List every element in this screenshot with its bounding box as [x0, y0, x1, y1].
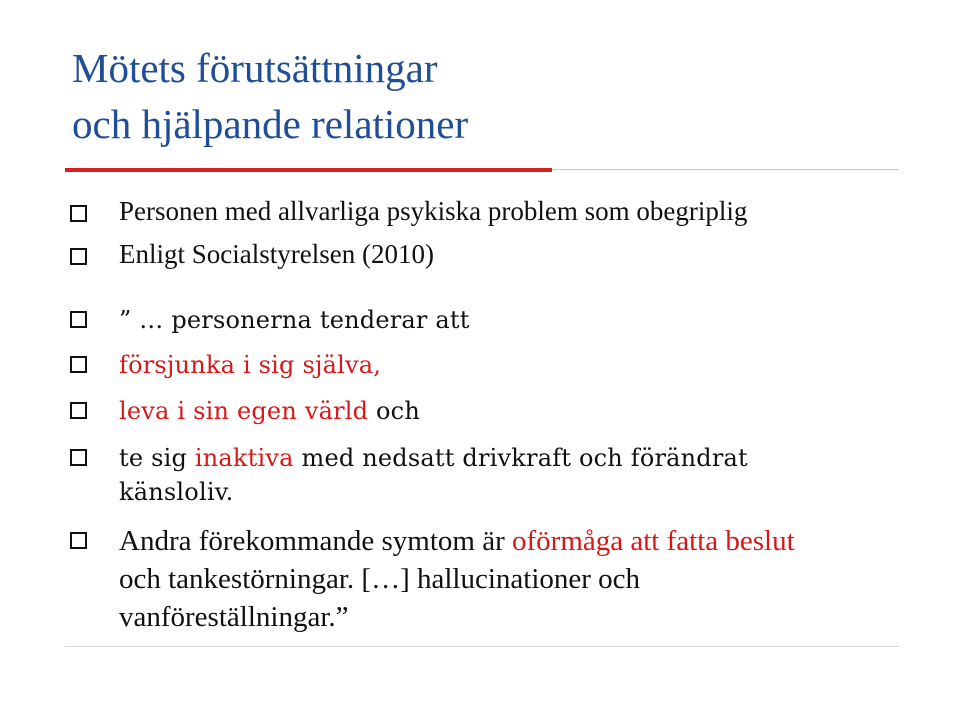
bullet-segment: ” … personerna tenderar att: [119, 306, 470, 334]
bullet-segment: med nedsatt drivkraft och förändrat: [293, 444, 748, 472]
page-title: [72, 40, 932, 152]
bullet-segment: te sig: [119, 444, 195, 472]
bullet-text: [119, 394, 420, 428]
title-line-2: och hjälpande relationer: [72, 101, 469, 147]
bullet-text: [119, 441, 748, 509]
square-outline-icon: [70, 402, 87, 419]
bullet-line: [119, 522, 795, 560]
title-line-1: Mötets förutsättningar: [72, 45, 438, 91]
bullet-segment-highlight: försjunka i sig själva,: [119, 351, 382, 379]
bullet-text: [119, 239, 434, 269]
bullet-line: [119, 441, 748, 475]
bullet-segment-highlight: inaktiva: [194, 444, 294, 472]
square-outline-icon: [70, 449, 87, 466]
footer-divider-rule: [65, 646, 899, 647]
bullet-segment: Enligt Socialstyrelsen (2010): [119, 239, 434, 269]
bullet-segment: Andra förekommande symtom är: [119, 525, 513, 557]
square-outline-icon: [70, 532, 87, 549]
bullet-text: [119, 348, 381, 382]
title-accent-rule: [65, 168, 552, 172]
bullet-text: [119, 522, 795, 636]
bullet-text: [119, 196, 747, 226]
bullet-text: [119, 303, 470, 337]
square-outline-icon: [70, 248, 87, 265]
bullet-line: känsloliv.: [119, 478, 234, 506]
bullet-segment-highlight: leva i sin egen värld: [119, 397, 369, 425]
square-outline-icon: [70, 311, 87, 328]
square-outline-icon: [70, 356, 87, 373]
bullet-segment: Personen med allvarliga psykiska problem som obegriplig: [119, 196, 748, 226]
square-outline-icon: [70, 205, 87, 222]
bullet-segment: och: [368, 397, 420, 425]
bullet-line: vanföreställningar.”: [119, 601, 349, 633]
bullet-line: och tankestörningar. […] hallucinationer och: [119, 563, 641, 595]
bullet-segment-highlight: oförmåga att fatta beslut: [512, 525, 795, 557]
title-divider-rule: [552, 169, 899, 170]
